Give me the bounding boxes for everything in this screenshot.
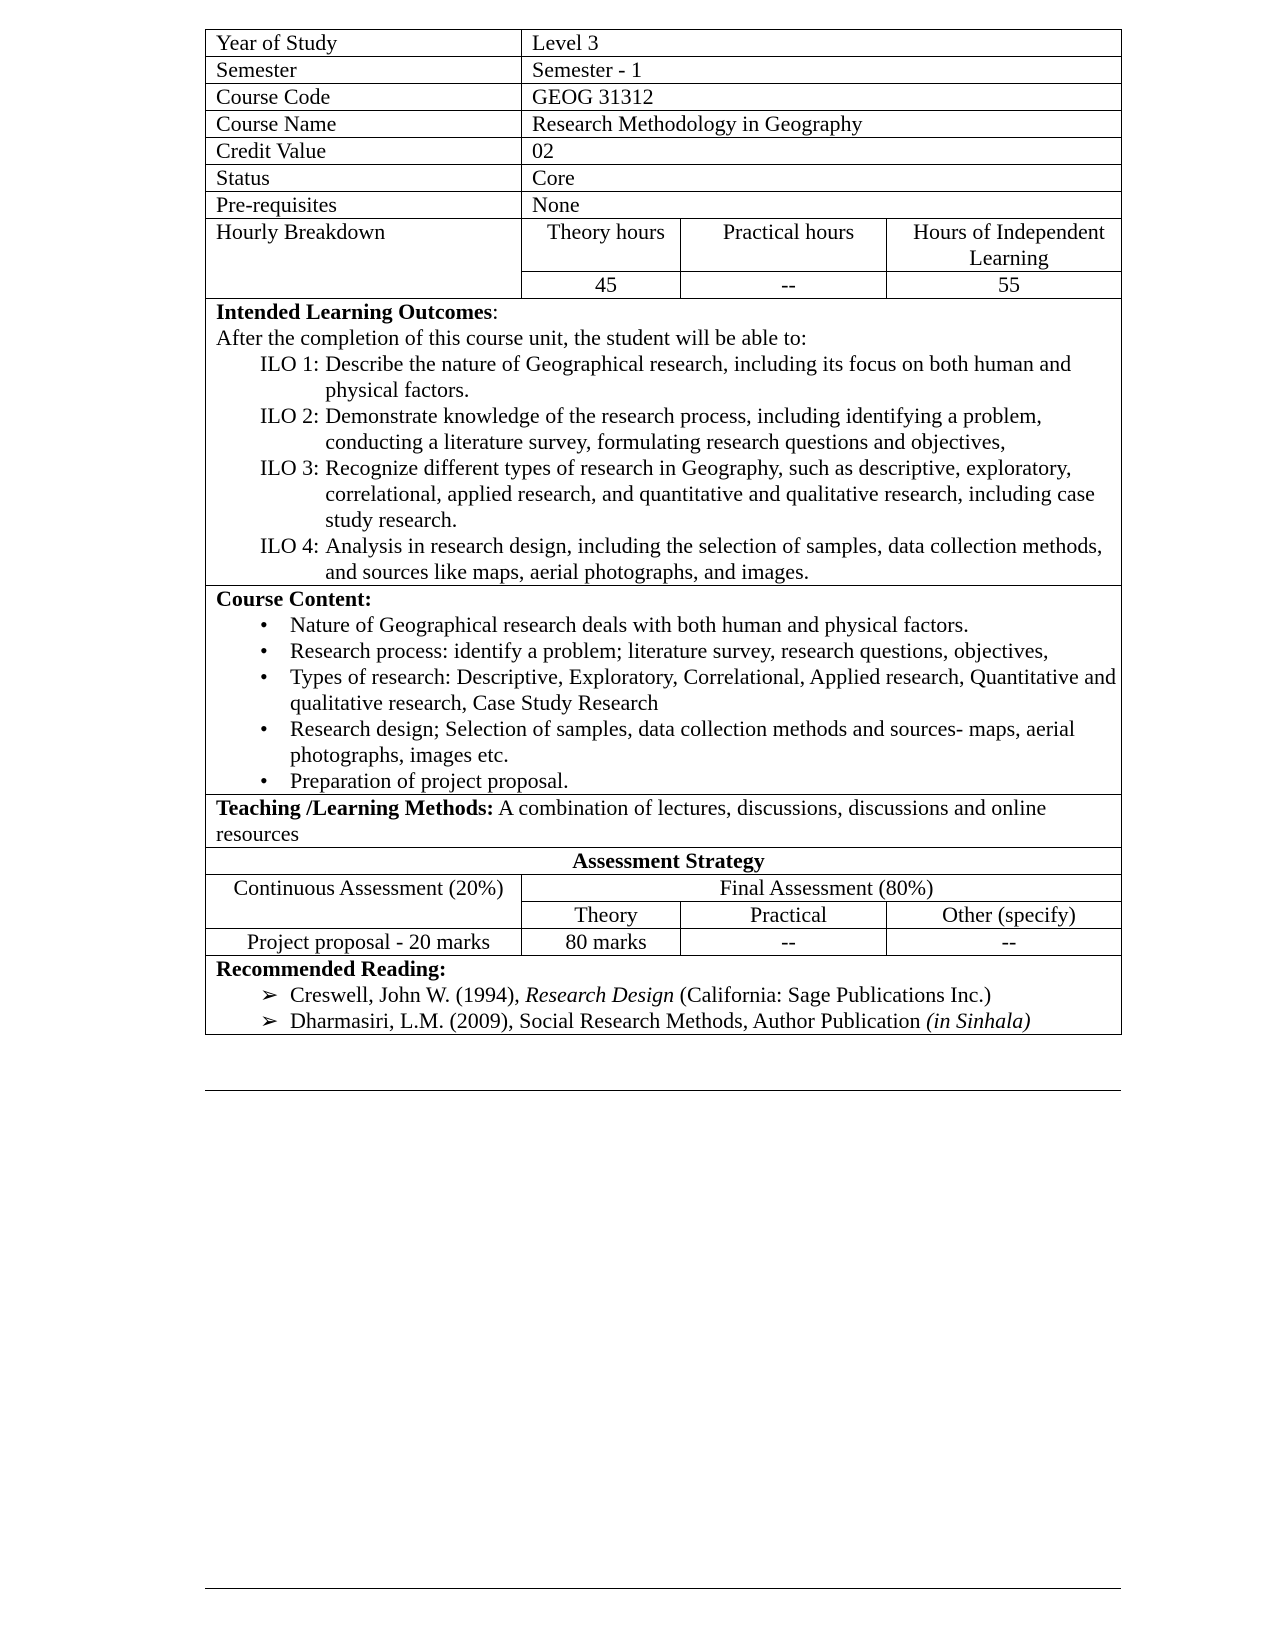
theory-marks-value: 80 marks bbox=[522, 929, 681, 956]
list-item: • Research process: identify a problem; literature survey, research questions, objectives, bbox=[260, 638, 1121, 664]
theory-header: Theory bbox=[522, 902, 681, 929]
footer-rule bbox=[205, 1588, 1121, 1589]
list-item: • Nature of Geographical research deals with both human and physical factors. bbox=[260, 612, 1121, 638]
field-value: GEOG 31312 bbox=[522, 84, 1122, 111]
ilo-text: Recognize different types of research in Geography, such as descriptive, exploratory, correlational, applied research, and quantitative and qualitative research, including case study research. bbox=[325, 455, 1095, 532]
hourly-breakdown-label: Hourly Breakdown bbox=[206, 219, 522, 299]
field-label: Status bbox=[206, 165, 522, 192]
reading-text: Dharmasiri, L.M. (2009), Social Research Methods, Author Publication bbox=[290, 1008, 927, 1033]
list-item: • Types of research: Descriptive, Exploratory, Correlational, Applied research, Quantitative and qualitative research, Case Study Research bbox=[260, 664, 1121, 716]
course-content-list bbox=[216, 612, 1121, 794]
reading-note: (in Sinhala) bbox=[926, 1008, 1031, 1033]
ilo-text: Analysis in research design, including the selection of samples, data collection methods, and sources like maps, aerial photographs, and images. bbox=[325, 533, 1103, 584]
ilo-item bbox=[216, 351, 1121, 403]
field-value: Level 3 bbox=[522, 30, 1122, 57]
field-value: Semester - 1 bbox=[522, 57, 1122, 84]
methods-row bbox=[206, 795, 1122, 848]
recommended-reading-section bbox=[206, 956, 1122, 1035]
arrow-bullet-icon: ➢ bbox=[260, 1008, 279, 1033]
table-row bbox=[206, 192, 1122, 219]
teaching-methods-text: A combination of lectures, discussions, discussions and online resources bbox=[216, 795, 1047, 846]
continuous-assessment-header: Continuous Assessment (20%) bbox=[206, 875, 522, 929]
reading-text: Creswell, John W. (1994), bbox=[290, 982, 526, 1007]
table-row bbox=[206, 111, 1122, 138]
table-row bbox=[206, 84, 1122, 111]
other-header: Other (specify) bbox=[887, 902, 1122, 929]
table-row bbox=[206, 138, 1122, 165]
ilo-text: Describe the nature of Geographical research, including its focus on both human and physical factors. bbox=[325, 351, 1072, 402]
field-label: Year of Study bbox=[206, 30, 522, 57]
practical-hours-header: Practical hours bbox=[681, 219, 887, 272]
reading-row bbox=[206, 956, 1122, 1035]
ilo-label: ILO 3: bbox=[260, 455, 320, 480]
ilo-intro: After the completion of this course unit, the student will be able to: bbox=[216, 325, 807, 350]
ilo-heading-line bbox=[216, 299, 1121, 325]
field-value: None bbox=[522, 192, 1122, 219]
ilo-item bbox=[216, 533, 1121, 585]
arrow-bullet-icon: ➢ bbox=[260, 982, 279, 1007]
teaching-methods-section bbox=[206, 795, 1122, 848]
ilo-text: Demonstrate knowledge of the research process, including identifying a problem, conducting a literature survey, formulating research questions and objectives, bbox=[325, 403, 1042, 454]
assessment-values-row bbox=[206, 929, 1122, 956]
table-row bbox=[206, 30, 1122, 57]
theory-hours-value: 45 bbox=[522, 272, 681, 299]
practical-header: Practical bbox=[681, 902, 887, 929]
theory-hours-header: Theory hours bbox=[522, 219, 681, 272]
practical-marks-value: -- bbox=[681, 929, 887, 956]
ilo-label: ILO 1: bbox=[260, 351, 320, 376]
independent-hours-header: Hours of Independent Learning bbox=[887, 219, 1122, 272]
field-label: Credit Value bbox=[206, 138, 522, 165]
recommended-reading-heading: Recommended Reading: bbox=[216, 956, 447, 981]
course-content-section bbox=[206, 586, 1122, 795]
reading-text: (California: Sage Publications Inc.) bbox=[674, 982, 992, 1007]
ilo-label: ILO 2: bbox=[260, 403, 320, 428]
footnote-separator bbox=[205, 1090, 1121, 1091]
independent-hours-value: 55 bbox=[887, 272, 1122, 299]
list-item: • Preparation of project proposal. bbox=[260, 768, 1121, 794]
reading-list bbox=[216, 982, 1121, 1034]
ilo-label: ILO 4: bbox=[260, 533, 320, 558]
list-item bbox=[260, 1008, 1121, 1034]
course-content-heading: Course Content: bbox=[216, 586, 372, 611]
practical-hours-value: -- bbox=[681, 272, 887, 299]
assessment-header-row bbox=[206, 875, 1122, 902]
ilo-heading: Intended Learning Outcomes bbox=[216, 299, 493, 324]
ilo-item bbox=[216, 403, 1121, 455]
field-label: Pre-requisites bbox=[206, 192, 522, 219]
other-marks-value: -- bbox=[887, 929, 1122, 956]
list-item: • Research design; Selection of samples, data collection methods and sources- maps, aerial photographs, images etc. bbox=[260, 716, 1121, 768]
table-row bbox=[206, 57, 1122, 84]
ilo-section bbox=[206, 299, 1122, 586]
field-label: Semester bbox=[206, 57, 522, 84]
final-assessment-header: Final Assessment (80%) bbox=[522, 875, 1122, 902]
field-value: Core bbox=[522, 165, 1122, 192]
field-value: Research Methodology in Geography bbox=[522, 111, 1122, 138]
continuous-assessment-value: Project proposal - 20 marks bbox=[206, 929, 522, 956]
field-label: Course Code bbox=[206, 84, 522, 111]
list-item bbox=[260, 982, 1121, 1008]
hourly-header-row bbox=[206, 219, 1122, 272]
ilo-heading-colon: : bbox=[492, 299, 499, 324]
reading-title: Research Design bbox=[525, 982, 675, 1007]
assessment-strategy-heading: Assessment Strategy bbox=[206, 848, 1122, 875]
ilo-item bbox=[216, 455, 1121, 533]
teaching-methods-label: Teaching /Learning Methods: bbox=[216, 795, 494, 820]
content-row bbox=[206, 586, 1122, 795]
ilo-row bbox=[206, 299, 1122, 586]
table-row bbox=[206, 165, 1122, 192]
field-value: 02 bbox=[522, 138, 1122, 165]
field-label: Course Name bbox=[206, 111, 522, 138]
course-spec-table bbox=[205, 29, 1122, 1035]
assessment-heading-row bbox=[206, 848, 1122, 875]
